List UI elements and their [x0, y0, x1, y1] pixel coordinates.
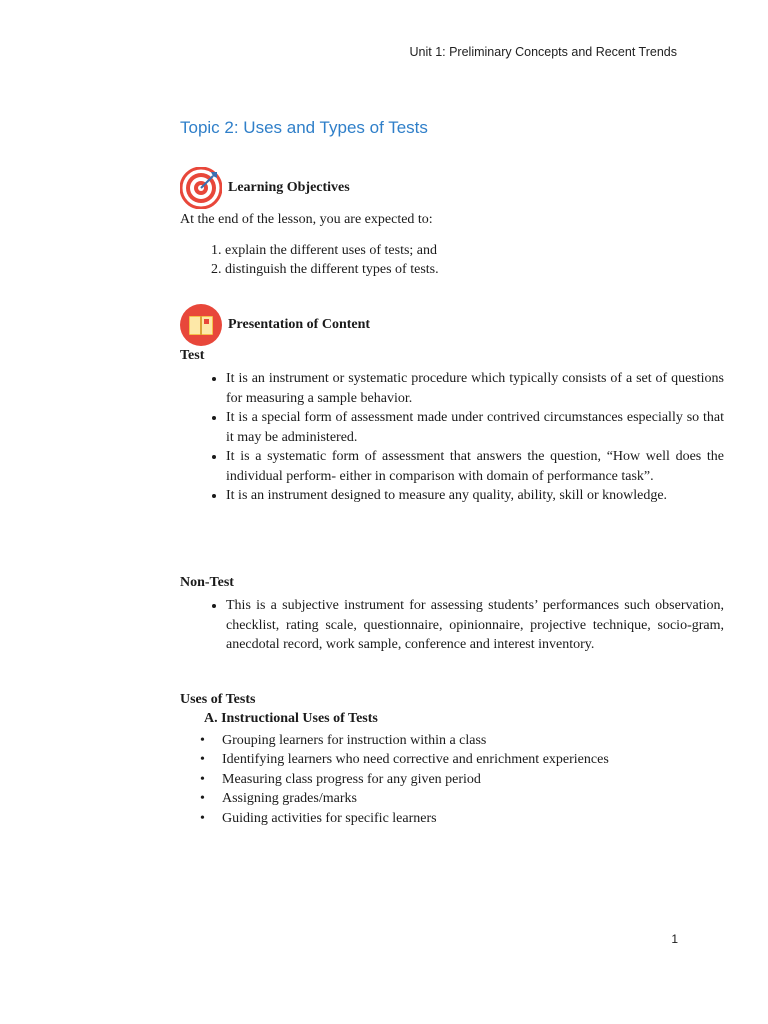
objectives-heading-row	[180, 167, 350, 209]
content-heading: Presentation of Content	[228, 317, 371, 332]
list-item: • Guiding activities for specific learners	[200, 810, 437, 826]
test-heading: Test	[180, 348, 205, 363]
list-item: • This is a subjective instrument for assessing students’ performances such observation, checklist, rating scale, questionnaire, opinionnaire, projective technique, socio-gram, anecdotal record, work sample, conference and interest inventory.	[226, 596, 724, 655]
book-icon	[180, 304, 222, 346]
objectives-heading: Learning Objectives	[228, 180, 350, 195]
list-item: 2. distinguish the different types of tests.	[225, 260, 645, 279]
list-item: • Grouping learners for instruction within a class	[200, 733, 487, 748]
list-item: • It is an instrument designed to measure any quality, ability, skill or knowledge.	[226, 486, 724, 506]
nontest-list	[180, 596, 724, 655]
topic-title: Topic 2: Uses and Types of Tests	[180, 118, 428, 137]
list-item: • It is an instrument or systematic procedure which typically consists of a set of questions for measuring a sample behavior.	[226, 369, 724, 408]
page-number: 1	[671, 932, 678, 946]
running-header: Unit 1: Preliminary Concepts and Recent Trends	[409, 45, 677, 59]
test-list	[180, 369, 724, 506]
uses-sub-heading: A. Instructional Uses of Tests	[204, 711, 378, 726]
list-item: • Measuring class progress for any given period	[200, 771, 481, 787]
list-item: • Identifying learners who need corrective and enrichment experiences	[200, 752, 609, 768]
list-item: • It is a systematic form of assessment that answers the question, “How well does the individual perform- either in comparison with domain of performance task”.	[226, 447, 724, 486]
content-heading-row	[180, 304, 370, 346]
objectives-intro: At the end of the lesson, you are expected to:	[180, 212, 433, 227]
list-item: • It is a special form of assessment made under contrived circumstances especially so that it may be administered.	[226, 408, 724, 447]
uses-heading: Uses of Tests	[180, 692, 256, 707]
target-icon	[180, 167, 222, 209]
nontest-heading: Non-Test	[180, 575, 234, 590]
list-item: 1. explain the different uses of tests; and	[225, 241, 645, 260]
uses-list	[196, 731, 676, 828]
list-item: • Assigning grades/marks	[200, 791, 357, 807]
objectives-list	[180, 241, 645, 279]
